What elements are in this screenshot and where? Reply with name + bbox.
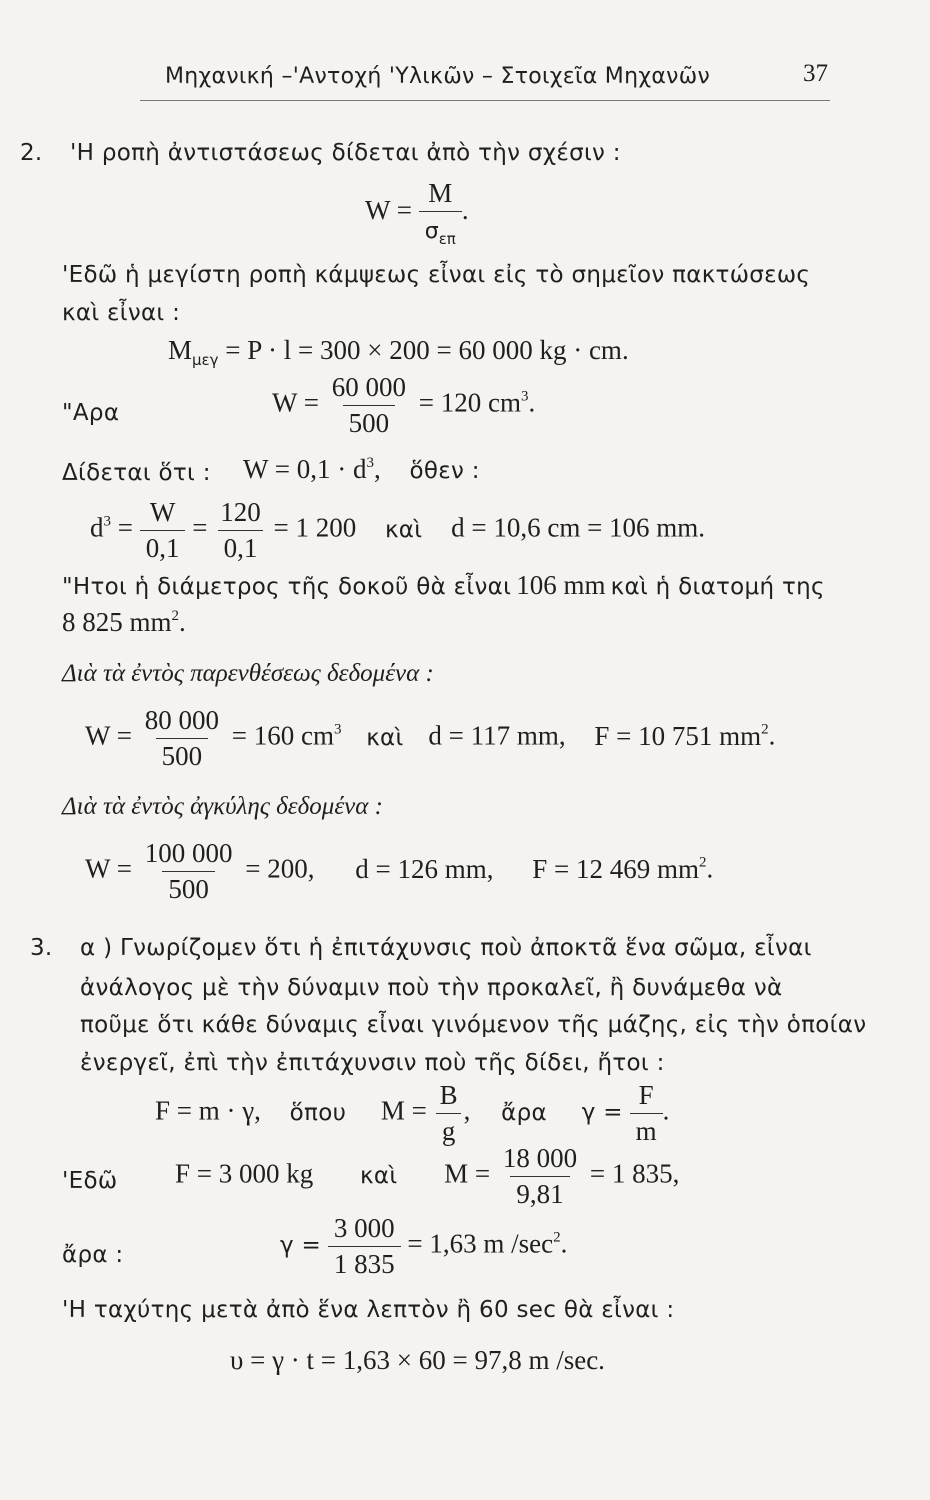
equation-velocity: υ = γ · t = 1,63 × 60 = 97,8 m /sec. — [230, 1345, 605, 1375]
ara-label: "Αρα — [62, 400, 120, 426]
result-line-1: "Ητοι ἡ διάμετρος τῆς δοκοῦ θὰ εἶναι 106 mm καὶ ἡ διατομή της — [62, 570, 825, 600]
section-number-3: 3. — [30, 935, 53, 961]
section2-line2: 'Εδῶ ἡ μεγίστη ροπὴ κάμψεως εἶναι εἰς τὸ σημεῖον πακτώσεως — [62, 262, 811, 288]
edo-label: 'Εδῶ — [62, 1168, 118, 1194]
bracket-data-heading: Διὰ τὰ ἐντὸς ἀγκύλης δεδομένα : — [62, 793, 383, 820]
section3-line4: ἐνεργεῖ, ἐπὶ τὴν ἐπιτάχυνσιν ποὺ τῆς δίδει, ἤτοι : — [80, 1050, 665, 1076]
section2-line3: καὶ εἶναι : — [62, 300, 181, 326]
running-title: Μηχανική –'Αντοχή 'Υλικῶν – Στοιχεῖα Μηχανῶν — [165, 64, 711, 89]
section3-line3: ποῦμε ὅτι κάθε δύναμις εἶναι γινόμενον τῆς μάζης, εἰς τὴν ὁποίαν — [80, 1012, 867, 1038]
equation-max-moment: $M_{\mu\varepsilon\gamma} = P \cdot l = 300 \times 200 = 60$ 000 kg · cm. — [168, 335, 629, 369]
paren-data-heading: Διὰ τὰ ἐντὸς παρενθέσεως δεδομένα : — [62, 660, 434, 687]
equation-w-value: W = $\frac{60 000}{500}$ = 120 $cm^3$. — [272, 372, 536, 438]
section-number-2: 2. — [20, 140, 43, 166]
equation-mass: F = 3 000 kg καὶ M = $\frac{18 000}{9,81}$ = 1 835, — [175, 1143, 680, 1209]
section3-line1: α ) Γνωρίζομεν ὅτι ἡ ἐπιτάχυνσις ποὺ ἀποκτᾶ ἕνα σῶμα, εἶναι — [80, 935, 812, 961]
equation-w-definition: W = $\frac{M}{\sigma_{\varepsilon\pi}}$ . — [365, 178, 469, 248]
equation-d-cubed: $d^3$ = $\frac{W}{0,1}$ = $\frac{120}{0,1}$ = 1 200 καὶ d = 10,6 cm = 106 mm. — [90, 497, 706, 563]
equation-newton: F = m · γ, ὅπου M = $\frac{B}{g}$ , ἄρα γ = $\frac{F}{m}$ . — [155, 1080, 670, 1146]
equation-bracket-case: W = $\frac{100 000}{500}$ = 200, d = 126 mm, F = 12 469 $mm^2$. — [85, 838, 714, 904]
result-line-2: 8 825 $mm^2$. — [62, 607, 186, 637]
section3-line2: ἀνάλογος μὲ τὴν δύναμιν ποὺ τὴν προκαλεῖ, ἢ δυνάμεθα νὰ — [80, 975, 783, 1001]
speed-line: 'Η ταχύτης μετὰ ἀπὸ ἕνα λεπτὸν ἢ 60 sec θὰ εἶναι : — [62, 1297, 675, 1323]
page-number: 37 — [803, 60, 828, 87]
equation-w-d: $W = 0,1 \cdot d^3$, ὅθεν : — [243, 454, 480, 484]
given-label: Δίδεται ὅτι : — [62, 460, 211, 486]
ara2-label: ἄρα : — [62, 1242, 124, 1268]
equation-paren-case: W = $\frac{80 000}{500}$ = 160 $cm^3$ καὶ d = 117 mm, F = 10 751 $mm^2$. — [85, 705, 776, 771]
equation-acceleration: γ = $\frac{3 000}{1 835}$ = 1,63 m $/\sec^2$. — [280, 1213, 568, 1279]
header-divider — [140, 100, 830, 101]
section2-intro: 'Η ροπὴ ἀντιστάσεως δίδεται ἀπὸ τὴν σχέσιν : — [70, 140, 621, 166]
